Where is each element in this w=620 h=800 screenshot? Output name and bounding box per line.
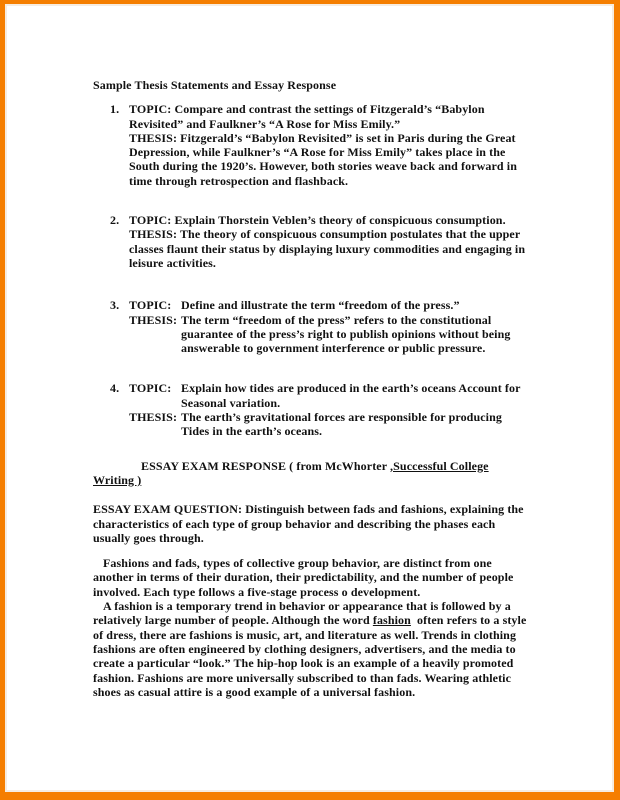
topic-label-2: TOPIC: — [129, 213, 172, 228]
essay-exam-question: ESSAY EXAM QUESTION: Distinguish between fads and fashions, explaining the characteristics of each type of group behavior and describing the phases each usually goes through. — [93, 502, 524, 545]
thesis-text-2: The theory of conspicuous consumption postulates that the upper classes flaunt their status by displaying luxury commodities and engaging in leisure activities. — [129, 227, 526, 270]
list-item-3 — [93, 298, 533, 355]
thesis-label-4: THESIS: — [129, 410, 178, 425]
thesis-4 — [129, 410, 533, 439]
topic-label-3: TOPIC: — [129, 298, 172, 313]
body-paragraph-1: Fashions and fads, types of collective group behavior, are distinct from one another in terms of their duration, their predictability, and the number of people involved. Each type follows a five-stage process o development. — [93, 556, 514, 599]
list-item-1 — [93, 102, 533, 188]
document-content — [93, 78, 533, 699]
topic-4 — [129, 381, 533, 410]
thesis-list — [93, 102, 533, 438]
thesis-2 — [129, 227, 533, 270]
topic-3 — [129, 298, 533, 312]
thesis-text-4: The earth’s gravitational forces are responsible for producing Tides in the earth’s oceans. — [181, 410, 502, 439]
topic-label-1: TOPIC: — [129, 102, 172, 117]
page-title: Sample Thesis Statements and Essay Response — [93, 78, 337, 92]
topic-2 — [129, 213, 533, 227]
paragraph-2-text: A fashion is a temporary trend in behavior or appearance that is followed by a relatively large number of people. Although the word — [93, 599, 511, 628]
list-number-3: 3. — [110, 298, 120, 313]
thesis-label-2: THESIS: — [129, 227, 178, 242]
thesis-text-3: The term “freedom of the press” refers to the constitutional guarantee of the press’s right to publish opinions without being answerable to government interference or public pressure. — [181, 312, 511, 356]
heading-underlined-book-title: ,Successful College — [390, 458, 489, 473]
thesis-1 — [129, 131, 533, 188]
list-number-4: 4. — [110, 381, 120, 396]
list-number-2: 2. — [110, 213, 120, 228]
topic-1 — [129, 102, 533, 131]
list-item-2 — [93, 213, 533, 270]
heading-underlined-book-title-2: Writing ) — [93, 472, 142, 487]
thesis-label-3: THESIS: — [129, 312, 178, 327]
underlined-word-fashion: fashion — [372, 613, 411, 628]
topic-label-4: TOPIC: — [129, 381, 172, 396]
paragraph-2-text-continued: often refers to a style of dress, there are fashions is music, art, and literature as well. Trends in clothing fashions are often engineered by clothing designers, advertisers, and the media to create a particular “look.” The hip-hop look is an example of a heavily promoted fashion. Fashions are more universally subscribed to than fads. Wearing athletic shoes as casual attire is a good example of a universal fashion. — [93, 613, 527, 699]
thesis-label-1: THESIS: — [129, 130, 178, 145]
thesis-text-1: Fitzgerald’s “Babylon Revisited” is set in Paris during the Great Depression, while Faulkner’s “A Rose for Miss Emily” takes place in the South during the 1920’s. However, both stories weave back and forward in time through retrospection and flashback. — [129, 130, 517, 188]
topic-text-1: Compare and contrast the settings of Fitzgerald’s “Babylon Revisited” and Faulkner’s “A Rose for Miss Emily.” — [129, 102, 485, 131]
topic-text-4: Explain how tides are produced in the earth’s oceans Account for Seasonal variation. — [181, 381, 521, 410]
topic-text-2: Explain Thorstein Veblen’s theory of conspicuous consumption. — [174, 213, 506, 228]
thesis-3 — [129, 313, 533, 356]
list-number-1: 1. — [110, 102, 120, 117]
heading-text: ESSAY EXAM RESPONSE ( from McWhorter — [141, 458, 391, 473]
document-page — [5, 4, 614, 792]
topic-text-3: Define and illustrate the term “freedom of the press.” — [181, 298, 460, 313]
essay-exam-response-heading — [93, 459, 533, 488]
list-item-4 — [93, 381, 533, 438]
body-paragraph-2 — [93, 599, 533, 699]
